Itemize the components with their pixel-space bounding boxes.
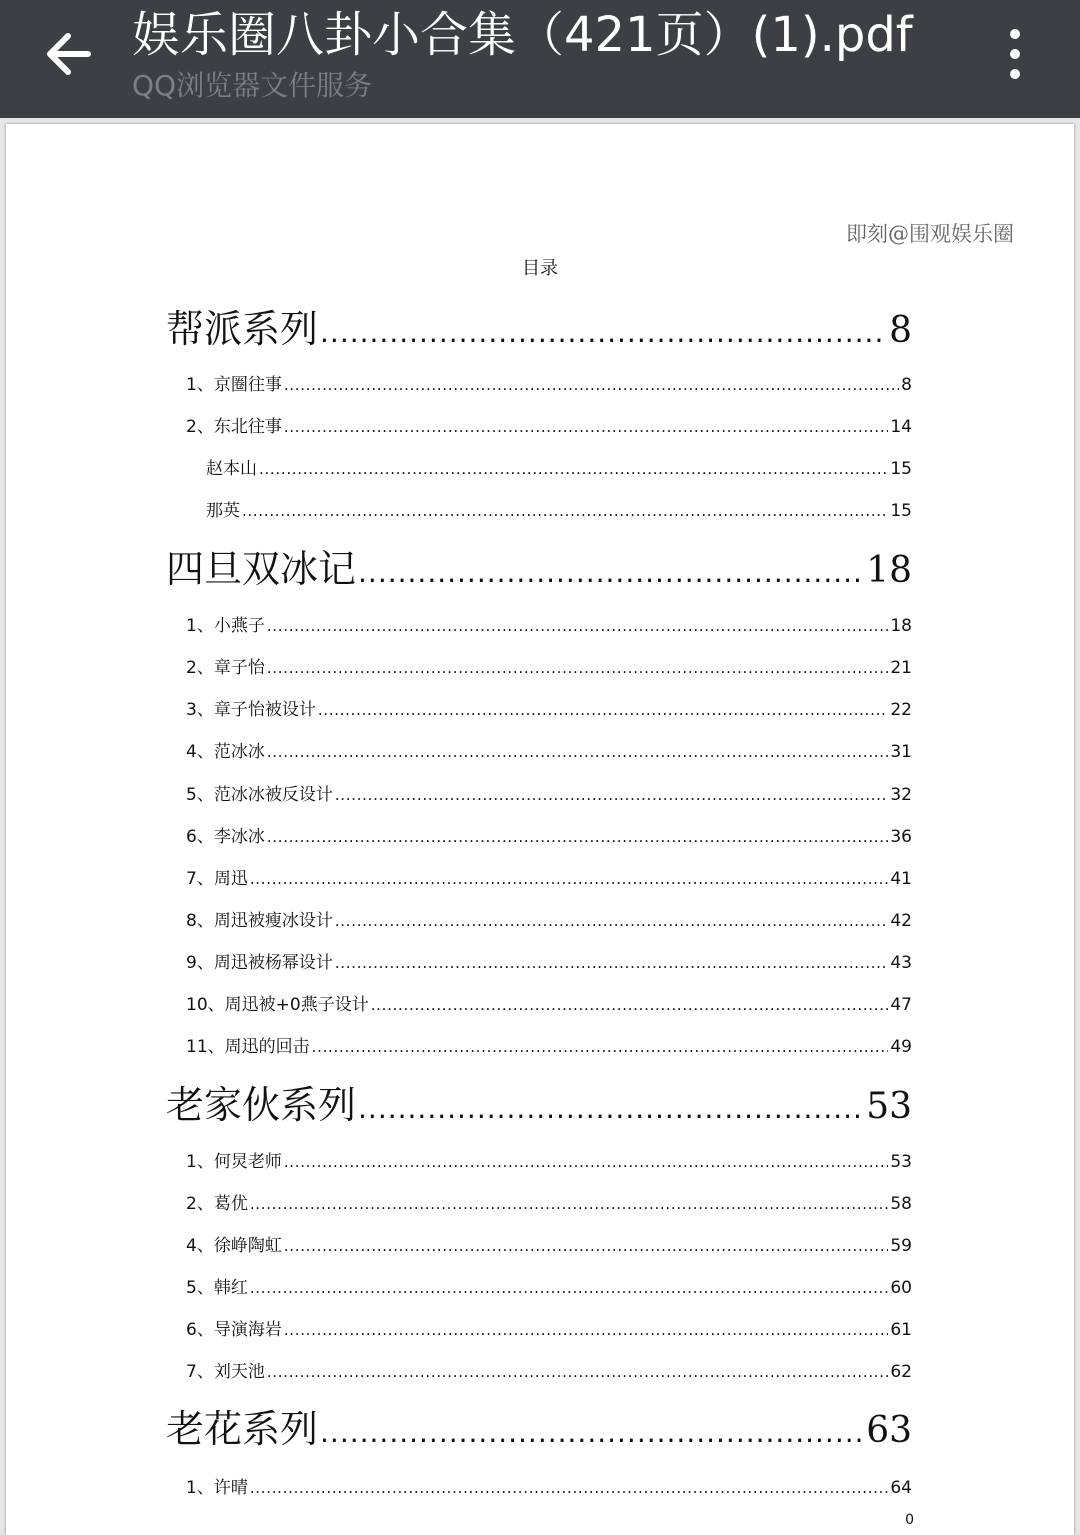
toc-entry-page: 61	[890, 1320, 912, 1340]
leader-dots	[284, 1320, 889, 1340]
leader-dots	[318, 700, 889, 720]
toc-entry-label: 1、小燕子	[186, 616, 265, 636]
toc-entry-page: 53	[890, 1152, 912, 1172]
toc-entry-page: 32	[890, 785, 912, 805]
watermark-text: 即刻@围观娱乐圈	[846, 222, 1014, 246]
toc-section-page: 8	[889, 310, 912, 351]
toc-entry-page: 31	[890, 742, 912, 762]
toc-entry-label: 11、周迅的回击	[186, 1037, 310, 1057]
toc-entry-page: 62	[890, 1362, 912, 1382]
toc-entry[interactable]	[186, 1357, 912, 1381]
toc-entry-label: 6、导演海岩	[186, 1320, 282, 1340]
toc-entry-label: 2、东北往事	[186, 417, 282, 437]
leader-dots	[284, 417, 889, 437]
toc-entry-label: 2、葛优	[186, 1194, 248, 1214]
toc-entry-label: 4、范冰冰	[186, 742, 265, 762]
toc-entry[interactable]	[186, 864, 912, 888]
leader-dots	[335, 911, 889, 931]
toc-entry[interactable]	[186, 653, 912, 677]
toc-entry-page: 59	[890, 1236, 912, 1256]
leader-dots	[267, 1362, 889, 1382]
toc-entry-label: 4、徐峥陶虹	[186, 1236, 282, 1256]
pdf-page[interactable]	[6, 124, 1074, 1535]
back-button[interactable]	[28, 16, 108, 92]
page-number: 0	[905, 1512, 914, 1528]
leader-dots	[358, 1083, 864, 1127]
toc-section-title: 帮派系列	[166, 307, 319, 351]
toc-entry-page: 14	[890, 417, 912, 437]
leader-dots	[250, 1278, 889, 1298]
leader-dots	[267, 827, 889, 847]
leader-dots	[242, 501, 888, 521]
toc-entry-label: 7、周迅	[186, 869, 248, 889]
toc-entry-label: 9、周迅被杨幂设计	[186, 953, 333, 973]
toc-entry-label: 2、章子怡	[186, 658, 265, 678]
leader-dots	[267, 616, 889, 636]
toc-entry[interactable]	[186, 412, 912, 436]
toc-section[interactable]	[166, 1398, 912, 1451]
toc-entry-page: 60	[890, 1278, 912, 1298]
toc-entry-page: 47	[890, 995, 912, 1015]
toc-entry-page: 18	[890, 616, 912, 636]
arrow-left-icon	[44, 32, 92, 76]
leader-dots	[371, 995, 889, 1015]
more-options-button[interactable]	[990, 14, 1040, 94]
toc-section-title: 四旦双冰记	[166, 547, 357, 591]
leader-dots	[259, 459, 888, 479]
leader-dots	[335, 785, 889, 805]
toc-section[interactable]	[166, 1074, 912, 1127]
toc-entry[interactable]	[186, 1189, 912, 1213]
app-bar	[0, 0, 1080, 118]
toc-entry[interactable]	[186, 948, 912, 972]
leader-dots	[267, 742, 889, 762]
toc-section-page: 53	[866, 1086, 912, 1127]
toc-section-page: 63	[866, 1410, 912, 1451]
toc-entry-label: 那英	[206, 501, 240, 521]
toc-entry-page: 42	[890, 911, 912, 931]
toc-entry-label: 6、李冰冰	[186, 827, 265, 847]
toc-entry-label: 1、许晴	[186, 1478, 248, 1498]
toc-heading: 目录	[522, 258, 558, 279]
leader-dots	[250, 1194, 889, 1214]
toc-entry-page: 15	[890, 501, 912, 521]
toc-entry-label: 1、京圈往事	[186, 375, 282, 395]
toc-section-page: 18	[866, 550, 912, 591]
toc-entry-page: 41	[890, 869, 912, 889]
toc-entry[interactable]	[186, 737, 912, 761]
more-vertical-icon	[1009, 28, 1021, 80]
leader-dots	[312, 1037, 889, 1057]
toc-entry[interactable]	[186, 906, 912, 930]
leader-dots	[320, 1407, 864, 1451]
leader-dots	[284, 1236, 889, 1256]
toc-entry[interactable]	[186, 1032, 912, 1056]
toc-entry-label: 3、章子怡被设计	[186, 700, 316, 720]
toc-entry-page: 8	[901, 375, 912, 395]
toc-entry-label: 10、周迅被+0燕子设计	[186, 995, 369, 1015]
leader-dots	[284, 375, 899, 395]
document-source: QQ浏览器文件服务	[132, 69, 373, 102]
toc-entry-label: 赵本山	[206, 459, 257, 479]
toc-section-title: 老花系列	[166, 1407, 319, 1451]
toc-entry-page: 49	[890, 1037, 912, 1057]
toc-entry[interactable]	[186, 780, 912, 804]
toc-entry[interactable]	[206, 496, 912, 520]
leader-dots	[267, 658, 889, 678]
toc-section[interactable]	[166, 298, 912, 351]
toc-entry[interactable]	[186, 1315, 912, 1339]
toc-section[interactable]	[166, 538, 912, 591]
toc-entry-label: 8、周迅被瘦冰设计	[186, 911, 333, 931]
toc-entry-page: 58	[890, 1194, 912, 1214]
toc-entry[interactable]	[186, 990, 912, 1014]
toc-entry-page: 21	[890, 658, 912, 678]
leader-dots	[335, 953, 889, 973]
toc-entry[interactable]	[186, 611, 912, 635]
toc-entry[interactable]	[186, 370, 912, 394]
toc-entry-page: 43	[890, 953, 912, 973]
toc-entry-label: 5、范冰冰被反设计	[186, 785, 333, 805]
toc-entry[interactable]	[186, 822, 912, 846]
toc-entry-label: 7、刘天池	[186, 1362, 265, 1382]
leader-dots	[250, 1478, 889, 1498]
leader-dots	[250, 869, 889, 889]
leader-dots	[284, 1152, 889, 1172]
toc-entry[interactable]	[186, 1473, 912, 1497]
document-title: 娱乐圈八卦小合集（421页）(1).pdf	[132, 7, 913, 63]
toc-entry[interactable]	[186, 1231, 912, 1255]
toc-entry-page: 15	[890, 459, 912, 479]
table-of-contents	[6, 124, 1074, 1535]
toc-entry[interactable]	[206, 454, 912, 478]
toc-entry-page: 36	[890, 827, 912, 847]
toc-entry[interactable]	[186, 695, 912, 719]
toc-entry[interactable]	[186, 1147, 912, 1171]
toc-section-title: 老家伙系列	[166, 1083, 357, 1127]
toc-entry-page: 22	[890, 700, 912, 720]
toc-entry-label: 5、韩红	[186, 1278, 248, 1298]
leader-dots	[320, 307, 887, 351]
toc-entry[interactable]	[186, 1273, 912, 1297]
toc-entry-label: 1、何炅老师	[186, 1152, 282, 1172]
toc-entry-page: 64	[890, 1478, 912, 1498]
leader-dots	[358, 547, 864, 591]
